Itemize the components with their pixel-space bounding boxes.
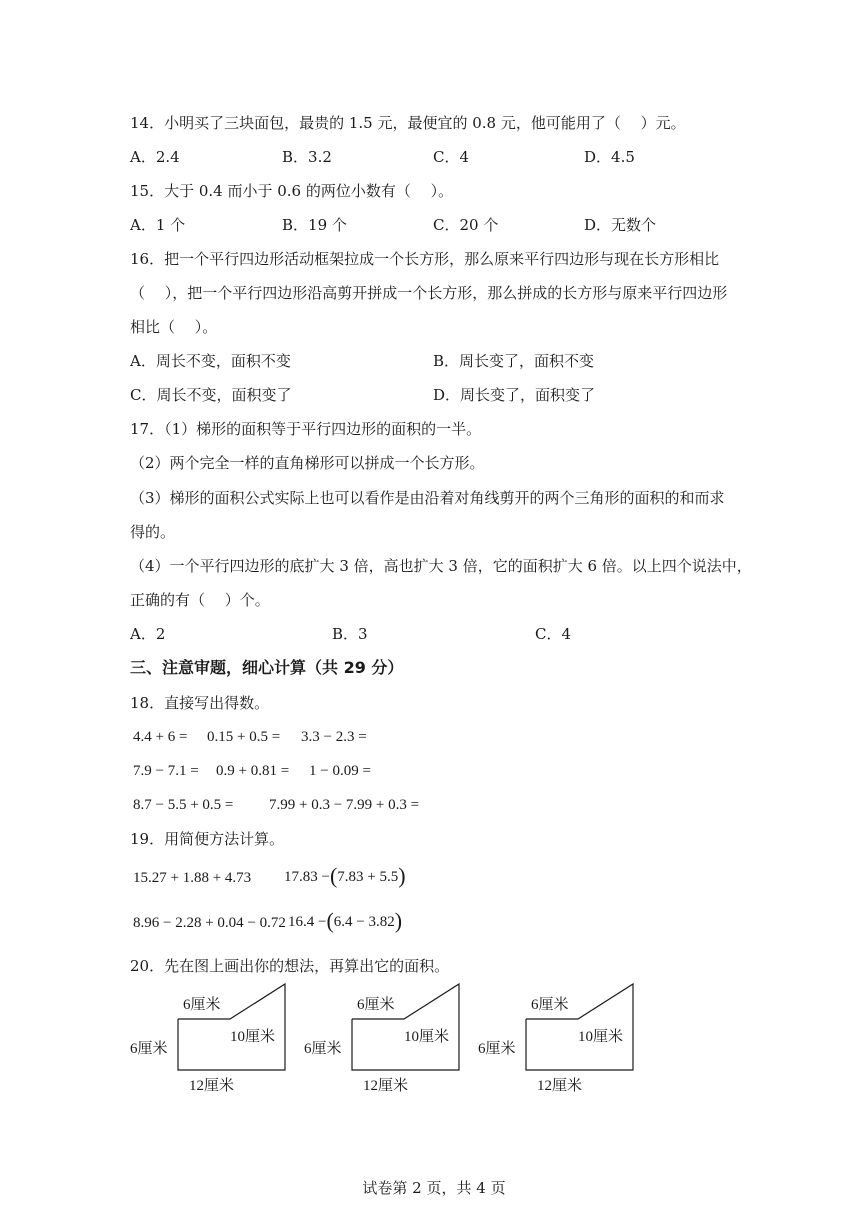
q16-option-c: C．周长不变，面积变了 <box>130 386 292 404</box>
q20-figure-3[interactable] <box>478 982 648 1100</box>
label-bottom: 12厘米 <box>363 1078 409 1094</box>
q16-option-d: D．周长变了，面积变了 <box>433 386 596 404</box>
label-bottom: 12厘米 <box>537 1078 583 1094</box>
q17-line-3: （3）梯形的面积公式实际上也可以看作是由沿着对角线剪开的两个三角形的面积的和而求 <box>130 489 725 507</box>
q14-option-c: C．4 <box>433 148 470 166</box>
label-right: 10厘米 <box>230 1029 276 1045</box>
q14-option-d: D．4.5 <box>584 148 635 166</box>
q17-line-4: 得的。 <box>130 523 176 541</box>
q14-option-a: A．2.4 <box>130 148 180 166</box>
q17-line-2: （2）两个完全一样的直角梯形可以拼成一个长方形。 <box>130 454 485 472</box>
q17-line-1: 17．（1）梯形的面积等于平行四边形的面积的一半。 <box>130 420 482 438</box>
section-3-heading: 三、注意审题，细心计算（共 29 分） <box>130 658 404 677</box>
label-left: 6厘米 <box>304 1041 342 1057</box>
label-left: 6厘米 <box>478 1041 516 1057</box>
label-right: 10厘米 <box>578 1029 624 1045</box>
q19-expr-4: 16.4 −(6.4 − 3.82) <box>288 908 403 933</box>
q17-option-c: C．4 <box>535 625 572 643</box>
q18-expr-4: 7.9 − 7.1 = <box>133 763 199 779</box>
page-footer: 试卷第 2 页，共 4 页 <box>362 1179 506 1197</box>
q18-expr-6: 1 − 0.09 = <box>309 763 371 779</box>
q17-line-5: （4）一个平行四边形的底扩大 3 倍，高也扩大 3 倍，它的面积扩大 6 倍。以上四个说法中， <box>130 557 752 575</box>
q15-option-d: D．无数个 <box>584 216 657 234</box>
q18-title: 18．直接写出得数。 <box>130 694 270 712</box>
q19-expr-2: 17.83 −(7.83 + 5.5) <box>284 863 406 888</box>
q18-expr-5: 0.9 + 0.81 = <box>216 763 290 779</box>
q17-option-a: A．2 <box>130 625 166 643</box>
q16-line-1: 16．把一个平行四边形活动框架拉成一个长方形，那么原来平行四边形与现在长方形相比 <box>130 250 720 268</box>
q18-expr-2: 0.15 + 0.5 = <box>207 729 281 745</box>
q17-line-6: 正确的有（ ）个。 <box>130 591 270 609</box>
q16-line-2: （ ），把一个平行四边形沿高剪开拼成一个长方形，那么拼成的长方形与原来平行四边形 <box>130 284 728 302</box>
q15-option-a: A．1 个 <box>130 216 186 234</box>
q15-option-c: C．20 个 <box>433 216 499 234</box>
q15-text: 15．大于 0.4 而小于 0.6 的两位小数有（ ）。 <box>130 182 454 200</box>
q19-title: 19．用简便方法计算。 <box>130 830 285 848</box>
q17-option-b: B．3 <box>332 625 368 643</box>
q18-expr-8: 7.99 + 0.3 − 7.99 + 0.3 = <box>269 797 420 813</box>
q20-figure-1[interactable] <box>130 982 300 1100</box>
label-top: 6厘米 <box>531 997 569 1013</box>
q18-expr-1: 4.4 + 6 = <box>133 729 188 745</box>
q18-expr-3: 3.3 − 2.3 = <box>301 729 367 745</box>
q16-option-b: B．周长变了，面积不变 <box>433 352 595 370</box>
label-top: 6厘米 <box>183 997 221 1013</box>
q14-option-b: B．3.2 <box>282 148 332 166</box>
q19-expr-3: 8.96 − 2.28 + 0.04 − 0.72 <box>133 915 286 931</box>
q18-expr-7: 8.7 − 5.5 + 0.5 = <box>133 797 234 813</box>
label-bottom: 12厘米 <box>189 1078 235 1094</box>
q15-option-b: B．19 个 <box>282 216 347 234</box>
q19-expr-1: 15.27 + 1.88 + 4.73 <box>133 870 252 886</box>
q16-line-3: 相比（ ）。 <box>130 318 218 336</box>
q14-text: 14．小明买了三块面包，最贵的 1.5 元，最便宜的 0.8 元，他可能用了（ ）元。 <box>130 114 686 132</box>
label-left: 6厘米 <box>130 1041 168 1057</box>
q16-option-a: A．周长不变，面积不变 <box>130 352 291 370</box>
label-right: 10厘米 <box>404 1029 450 1045</box>
label-top: 6厘米 <box>357 997 395 1013</box>
q20-figure-2[interactable] <box>304 982 474 1100</box>
q20-title: 20．先在图上画出你的想法，再算出它的面积。 <box>130 957 450 975</box>
